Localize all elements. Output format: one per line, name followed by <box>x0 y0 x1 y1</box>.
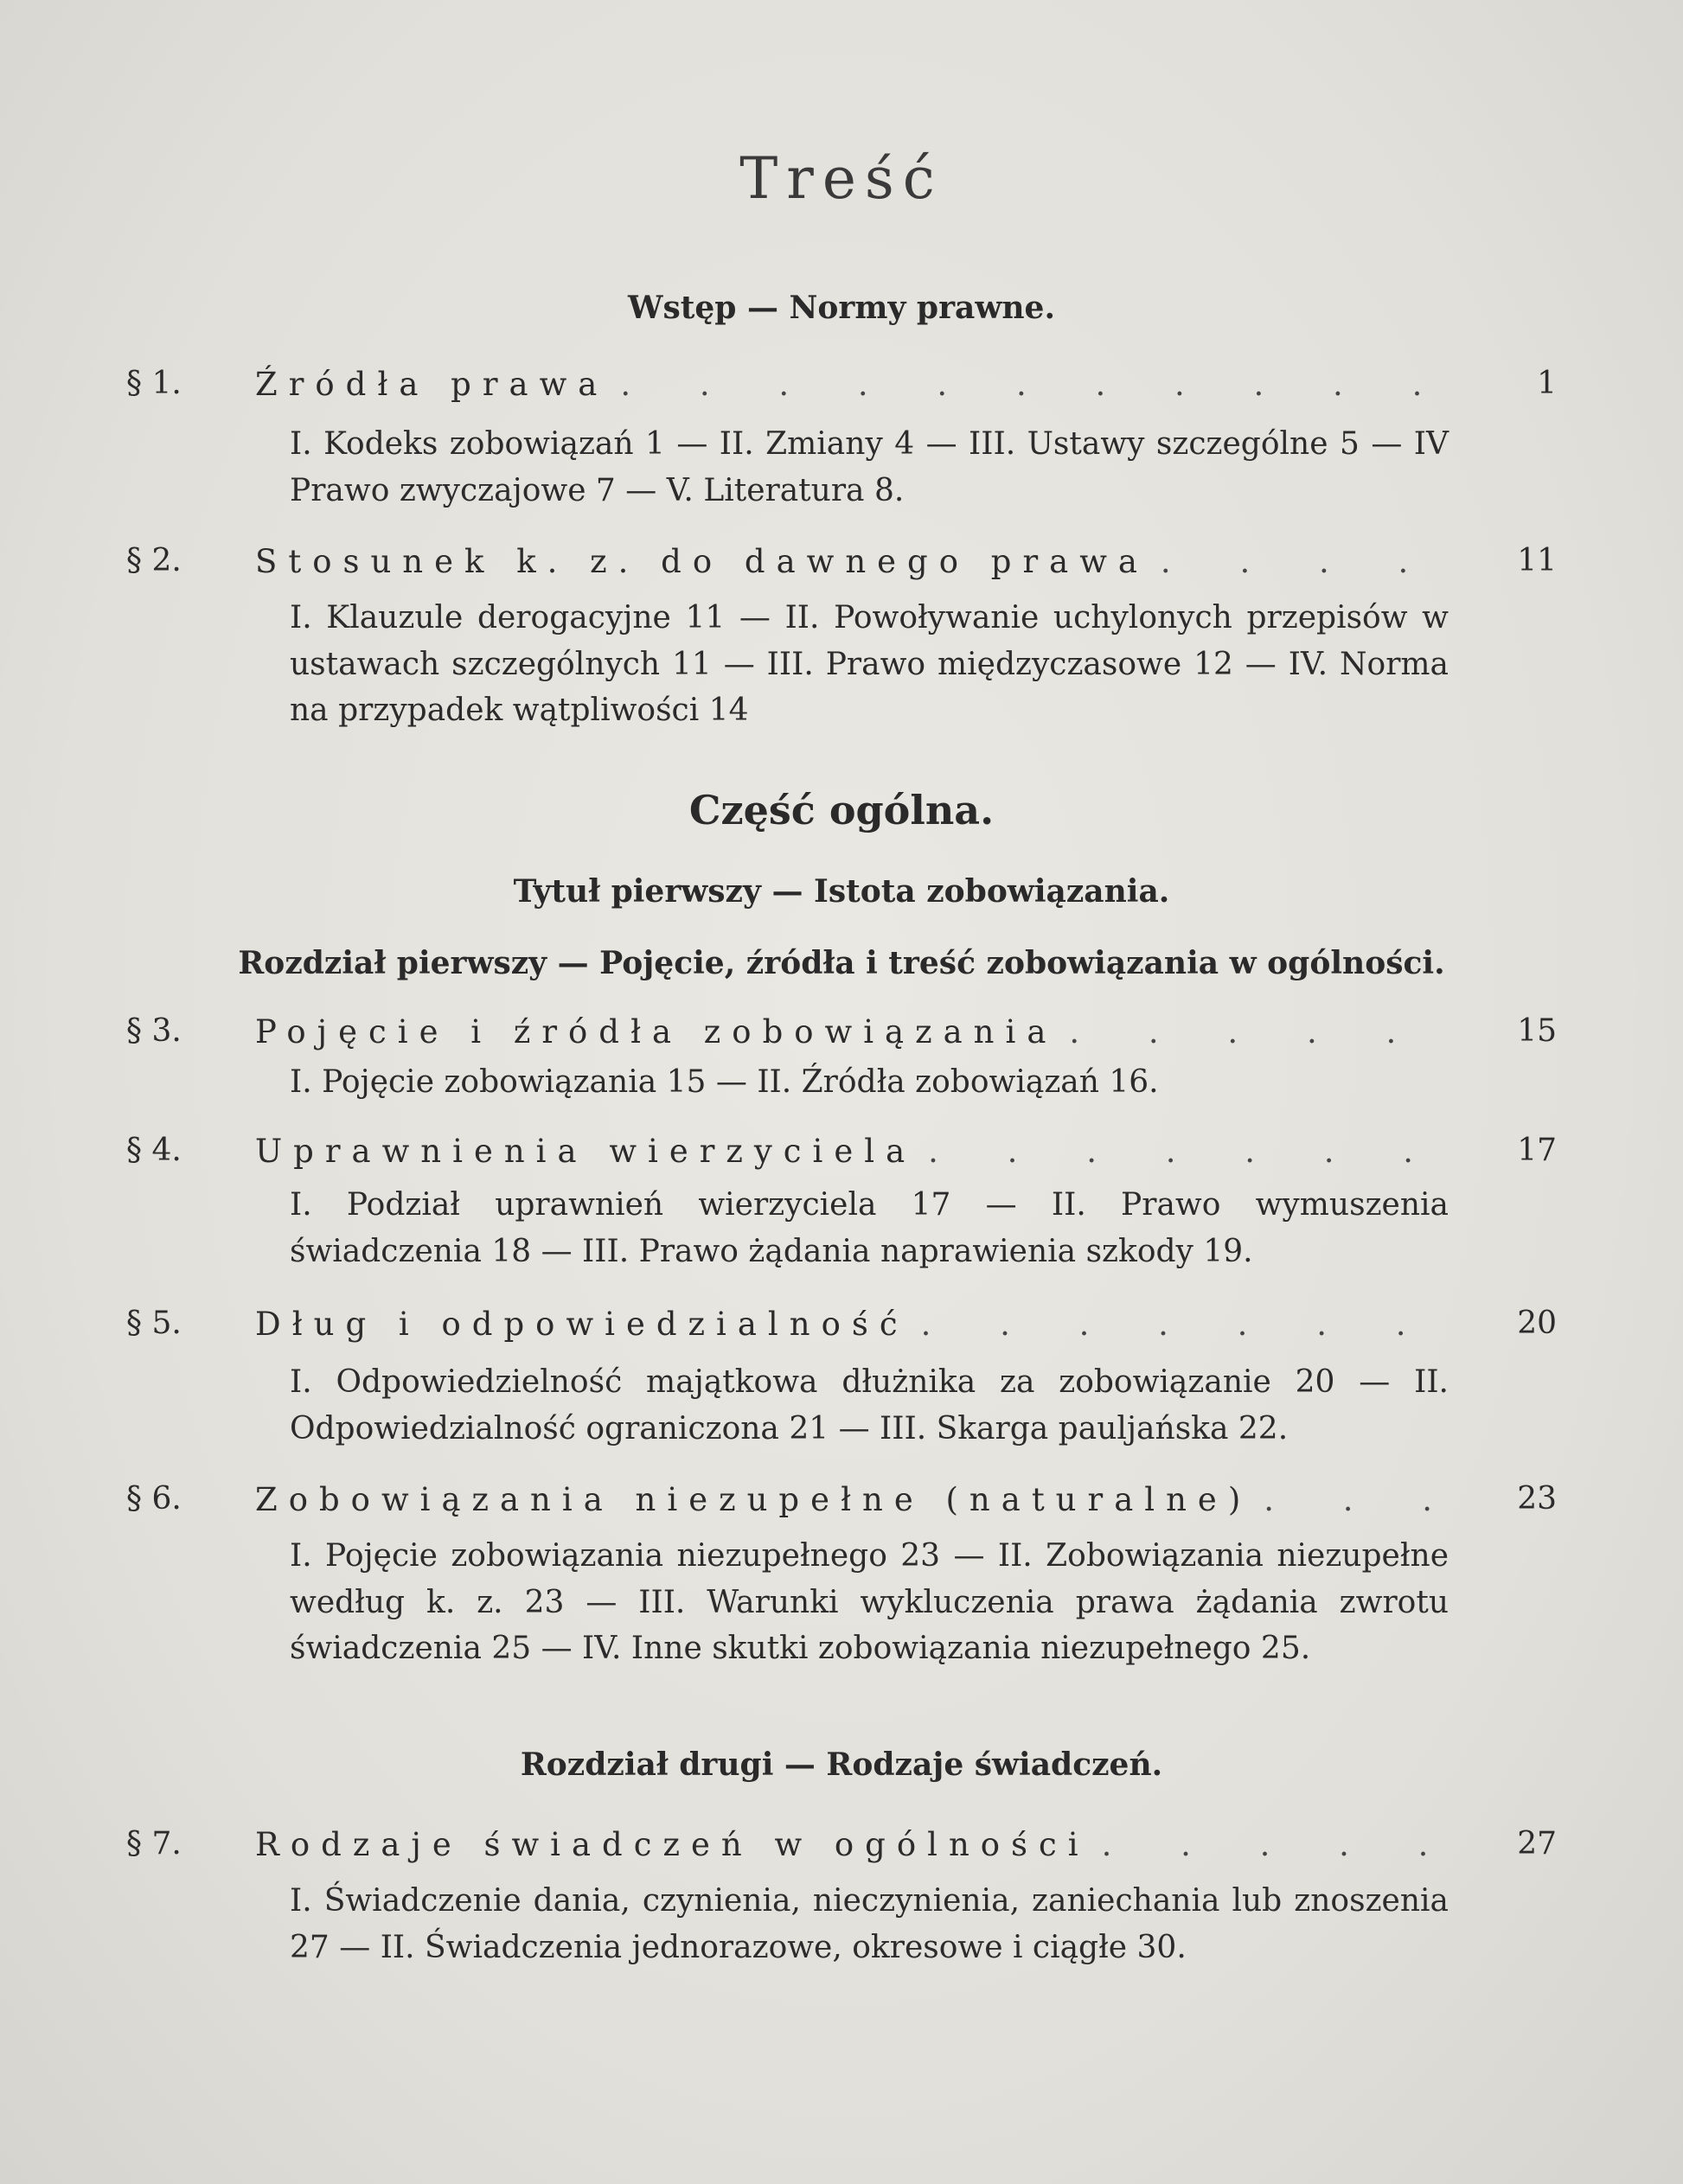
leader-dots <box>1069 1013 1449 1050</box>
entry-title-text: Uprawnienia wierzyciela <box>255 1133 917 1170</box>
entry-description: I. Pojęcie zobowiązania niezupełnego 23 — II. Zobowiązania niezupełne według k. z. 23 — III. Warunki wykluczenia prawa żądania zwrotu świadczenia 25 — IV. Inne skutki zobowiązania niezupełnego 25. <box>290 1538 1449 1666</box>
section-number: § 5. <box>126 1306 182 1341</box>
leader-dots <box>1102 1826 1449 1863</box>
entry-title-text: Dług i odpowiedzialność <box>255 1306 909 1343</box>
chapter-heading: Rozdział drugi — Rodzaje świadczeń. <box>520 1747 1163 1783</box>
entry-title <box>255 1826 1449 1863</box>
entry-title-text: Rodzaje świadczeń w ogólności <box>255 1826 1090 1863</box>
section-number: § 2. <box>126 543 182 578</box>
entry-title <box>255 1481 1449 1518</box>
leader-dots <box>921 1306 1449 1343</box>
entry-title <box>255 1306 1449 1343</box>
entry-title <box>255 366 1449 403</box>
entry-title-text: Źródła prawa <box>255 366 609 403</box>
part-heading: Część ogólna. <box>688 787 995 833</box>
chapter-heading: Rozdział pierwszy — Pojęcie, źródła i treść zobowiązania w ogólności. <box>238 945 1445 981</box>
title-heading: Tytuł pierwszy — Istota zobowiązania. <box>513 873 1170 910</box>
page-number: 11 <box>1517 543 1557 578</box>
entry-title-text: Pojęcie i źródła zobowiązania <box>255 1013 1058 1050</box>
entry-title <box>255 1013 1449 1050</box>
section-number: § 1. <box>126 366 182 401</box>
entry-title <box>255 543 1449 580</box>
page-number: 20 <box>1517 1306 1557 1341</box>
section-number: § 3. <box>126 1013 182 1049</box>
page-number: 17 <box>1517 1133 1557 1168</box>
leader-dots <box>1264 1481 1449 1518</box>
entry-title <box>255 1133 1449 1170</box>
intro-heading: Wstęp — Normy prawne. <box>628 290 1055 326</box>
page-title: Treść <box>739 145 944 212</box>
leader-dots <box>928 1133 1449 1170</box>
leader-dots <box>1161 543 1449 580</box>
entry-description: I. Podział uprawnień wierzyciela 17 — II. Prawo wymuszenia świadczenia 18 — III. Prawo żądania naprawienia szkody 19. <box>290 1187 1449 1269</box>
page-number: 27 <box>1517 1826 1557 1862</box>
page-number: 15 <box>1517 1013 1557 1049</box>
section-number: § 6. <box>126 1481 182 1517</box>
section-number: § 7. <box>126 1826 182 1862</box>
entry-description: I. Kodeks zobowiązań 1 — II. Zmiany 4 — III. Ustawy szczególne 5 — IV Prawo zwyczajowe 7 — V. Literatura 8. <box>290 426 1449 508</box>
entry-description: I. Świadczenie dania, czynienia, nieczynienia, zaniechania lub znoszenia 27 — II. Świadczenia jednorazowe, okresowe i ciągłe 30. <box>290 1883 1449 1965</box>
entry-description: I. Pojęcie zobowiązania 15 — II. Źródła zobowiązań 16. <box>290 1064 1159 1100</box>
page-number: 23 <box>1517 1481 1557 1517</box>
entry-title-text: Zobowiązania niezupełne (naturalne) <box>255 1481 1252 1518</box>
entry-description: I. Klauzule derogacyjne 11 — II. Powoływanie uchylonych przepisów w ustawach szczególnych 11 — III. Prawo międzyczasowe 12 — IV. Norma na przypadek wątpliwości 14 <box>290 600 1449 728</box>
leader-dots <box>620 366 1449 403</box>
page-number: 1 <box>1537 366 1557 401</box>
section-number: § 4. <box>126 1133 182 1168</box>
entry-title-text: Stosunek k. z. do dawnego prawa <box>255 543 1149 580</box>
entry-description: I. Odpowiedzielność majątkowa dłużnika za zobowiązanie 20 — II. Odpowiedzialność ograniczona 21 — III. Skarga pauljańska 22. <box>290 1364 1449 1446</box>
